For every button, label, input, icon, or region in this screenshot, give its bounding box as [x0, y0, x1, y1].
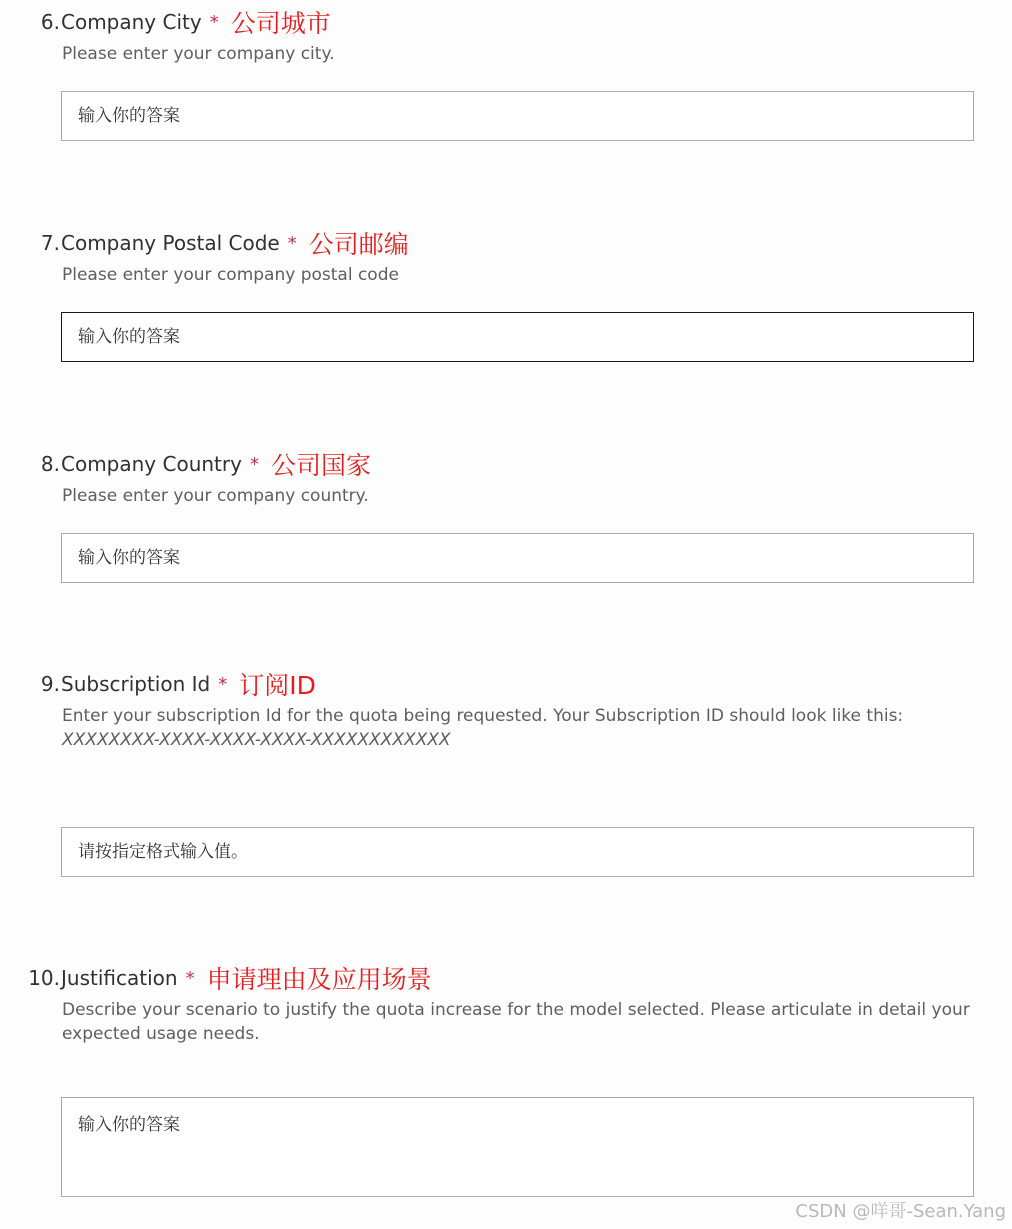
question-label: Company Postal Code [61, 231, 280, 255]
annotation-note: 公司城市 [230, 9, 331, 38]
description-example: XXXXXXXX-XXXX-XXXX-XXXX-XXXXXXXXXXXX [62, 730, 451, 750]
annotation-note: 申请理由及应用场景 [206, 965, 432, 994]
answer-field[interactable] [61, 312, 974, 362]
question-label: Subscription Id [61, 672, 211, 696]
justification-textarea[interactable] [62, 1098, 973, 1196]
subscription-id-input[interactable] [62, 828, 973, 876]
answer-field[interactable] [61, 1097, 974, 1197]
question-label: Justification [61, 966, 178, 990]
question-description [62, 704, 978, 752]
required-asterisk: * [218, 673, 228, 695]
question-number: 8. [40, 452, 60, 476]
annotation-note: 公司邮编 [308, 230, 409, 259]
company-postal-code-input[interactable] [62, 313, 973, 361]
question-description: Describe your scenario to justify the quota increase for the model selected. Please articulate in detail your expected usage needs. [62, 1000, 970, 1044]
question-number: 10. [28, 966, 60, 990]
answer-field[interactable] [61, 533, 974, 583]
annotation-note: 公司国家 [270, 451, 371, 480]
question-title [0, 225, 1000, 261]
required-asterisk: * [249, 453, 259, 475]
required-asterisk: * [287, 232, 297, 254]
question-title [0, 446, 1000, 482]
question-title [0, 4, 1000, 40]
answer-field[interactable] [61, 91, 974, 141]
annotation-note: 订阅ID [239, 671, 316, 700]
answer-field[interactable] [61, 827, 974, 877]
question-number: 6. [40, 10, 60, 34]
description-text: Enter your subscription Id for the quota being requested. Your Subscription ID should look like this: [62, 706, 904, 726]
required-asterisk: * [209, 11, 219, 33]
company-country-input[interactable] [62, 534, 973, 582]
question-number: 7. [40, 231, 60, 255]
question-description: Please enter your company country. [62, 486, 369, 506]
question-title [0, 960, 1000, 996]
question-number: 9. [40, 672, 60, 696]
question-description: Please enter your company postal code [62, 265, 399, 285]
question-label: Company Country [61, 452, 242, 476]
question-title [0, 666, 1000, 702]
question-label: Company City [61, 10, 202, 34]
watermark: CSDN @咩哥-Sean.Yang [795, 1201, 1006, 1222]
company-city-input[interactable] [62, 92, 973, 140]
question-description: Please enter your company city. [62, 44, 335, 64]
required-asterisk: * [185, 967, 195, 989]
